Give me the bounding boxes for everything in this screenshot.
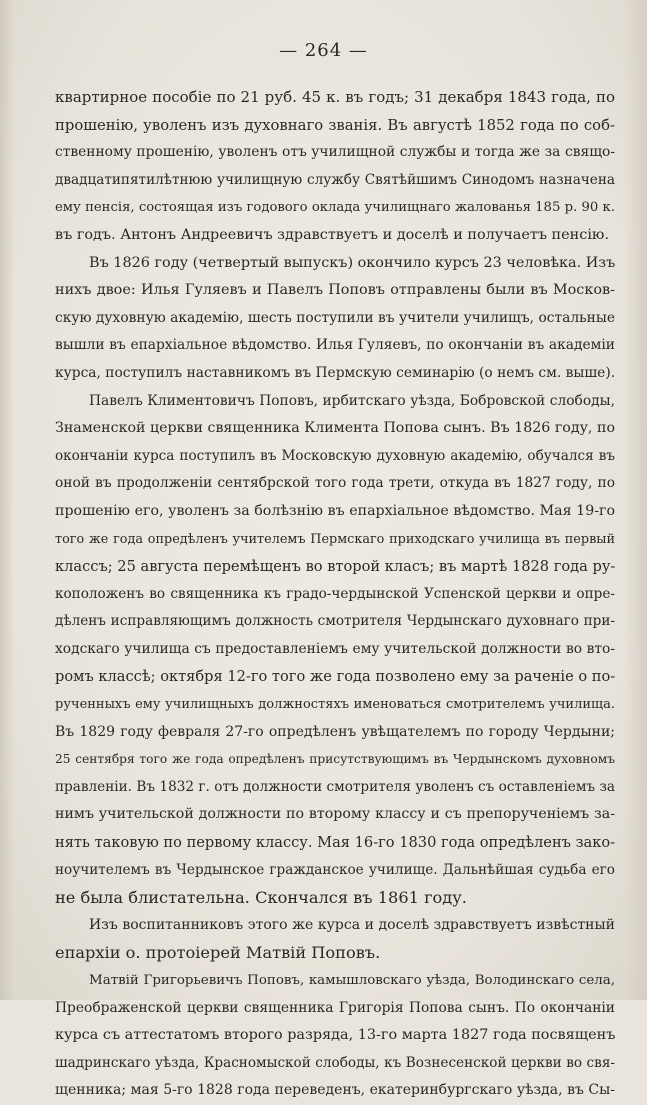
text-line: прошенію его, уволенъ за болѣзнію въ епархіальное вѣдомство. Мая 19-го (55, 502, 615, 519)
text-line: Преображенской церкви священника Григорія Попова сынъ. По окончаніи (55, 999, 615, 1016)
text-line: дѣленъ исправляющимъ должность смотрителя Чердынскаго духовнаго при- (55, 613, 615, 630)
text-line: шадринскаго уѣзда, Красномыской слободы, къ Вознесенской церкви во свя- (55, 1054, 615, 1071)
page-number: — 264 — (279, 40, 368, 61)
text-line: Павелъ Климентовичъ Поповъ, ирбитскаго уѣзда, Бобровской слободы, (89, 392, 615, 409)
text-line: нихъ двое: Илья Гуляевъ и Павелъ Поповъ отправлены были въ Москов- (55, 282, 615, 299)
body-text (55, 84, 615, 1105)
page-edge-shadow-left (0, 0, 14, 1000)
text-line: Знаменской церкви священника Климента Попова сынъ. Въ 1826 году, по (55, 420, 615, 437)
text-line: курса, поступилъ наставникомъ въ Пермскую семинарію (о немъ см. выше). (55, 364, 615, 381)
text-line: нять таковую по первому классу. Мая 16-го 1830 года опредѣленъ зако- (55, 834, 615, 852)
text-line: вышли въ епархіальное вѣдомство. Илья Гуляевъ, по окончаніи въ академіи (55, 337, 615, 354)
text-line: квартирное пособiе по 21 руб. 45 к. въ годъ; 31 декабря 1843 года, по (55, 88, 615, 106)
text-line: двадцатипятилѣтнюю училищную службу Святѣйшимъ Синодомъ назначена (55, 171, 615, 188)
text-line: ноучителемъ въ Чердынское гражданское училище. Дальнѣйшая судьба его (55, 861, 615, 878)
text-line: Въ 1826 году (четвертый выпускъ) окончило курсъ 23 человѣка. Изъ (89, 254, 615, 271)
text-line: Изъ воспитанниковъ этого же курса и доселѣ здравствуетъ извѣстный (89, 916, 615, 933)
text-line: Въ 1829 году февраля 27-го опредѣленъ увѣщателемъ по городу Чердыни; (55, 723, 615, 740)
text-line: ственному прошенію, уволенъ отъ училищной службы и тогда же за свящо- (55, 144, 615, 161)
text-line: 25 сентября того же года опредѣленъ присутствующимъ въ Чердынскомъ духовномъ (55, 752, 615, 767)
text-line: нимъ учительской должности по второму классу и съ препорученіемъ за- (55, 806, 615, 823)
text-line: курса съ аттестатомъ второго разряда, 13-го марта 1827 года посвященъ (55, 1027, 615, 1044)
text-line: прошенію, уволенъ изъ духовнаго званія. Въ августѣ 1852 года по соб- (55, 116, 615, 134)
text-line: правленіи. Въ 1832 г. отъ должности смотрителя уволенъ съ оставленіемъ за (55, 778, 615, 795)
text-line: ромъ классѣ; октября 12-го того же года позволено ему за раченіе о по- (55, 668, 615, 686)
text-line: не была блистательна. Скончался въ 1861 году. (55, 888, 467, 908)
text-line: ходскаго училища съ предоставленіемъ ему учительской должности во вто- (55, 640, 615, 657)
text-line: рученныхъ ему училищныхъ должностяхъ именоваться смотрителемъ училища. (55, 697, 615, 713)
text-line: ему пенсія, состоящая изъ годового оклада училищнаго жалованья 185 р. 90 к. (55, 200, 615, 216)
text-line: щенника; мая 5-го 1828 года переведенъ, екатеринбургскаго уѣзда, въ Сы- (55, 1082, 615, 1099)
text-line: оной въ продолженіи сентябрской того года трети, откуда въ 1827 году, по (55, 475, 615, 492)
text-line: въ годъ. Антонъ Андреевичъ здравствуетъ и доселѣ и получаетъ пенсію. (55, 226, 610, 243)
text-line: окончаніи курса поступилъ въ Московскую духовную академію, обучался въ (55, 447, 615, 464)
text-line: коположенъ во священника къ градо-чердынской Успенской церкви и опре- (55, 585, 615, 602)
text-line: классъ; 25 августа перемѣщенъ во второй класъ; въ мартѣ 1828 года ру- (55, 558, 615, 576)
text-line: скую духовную академію, шесть поступили въ учители училищъ, остальные (55, 309, 615, 326)
text-line: епархіи о. протоіерей Матвій Поповъ. (55, 943, 381, 963)
text-line: Матвій Григорьевичъ Поповъ, камышловскаго уѣзда, Володинскаго села, (89, 973, 615, 988)
text-line: того же года опредѣленъ учителемъ Пермскаго приходскаго училища въ первый (55, 531, 615, 547)
page-edge-shadow-right (625, 0, 647, 1000)
